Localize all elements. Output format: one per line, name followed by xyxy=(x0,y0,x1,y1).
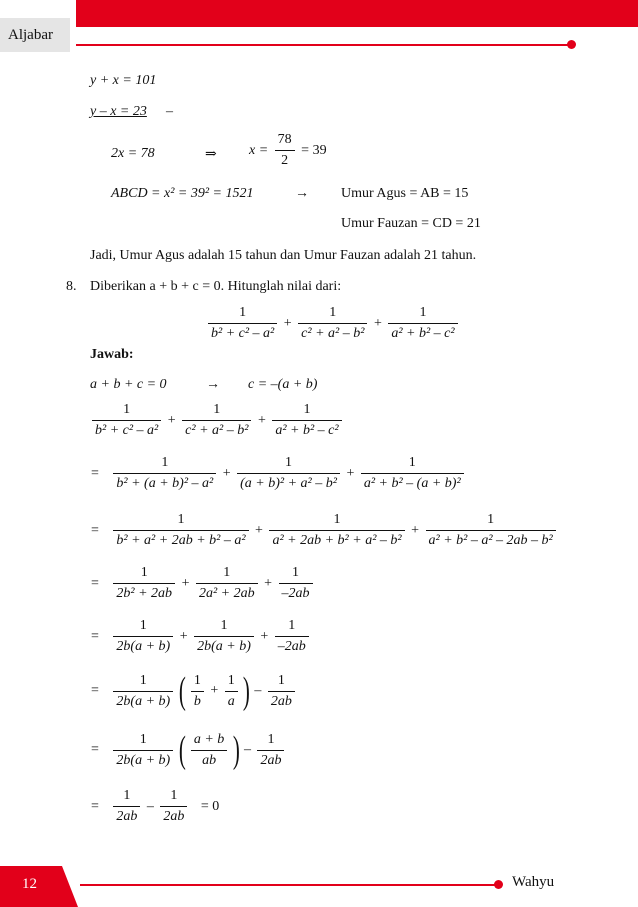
equals-sign: = xyxy=(91,798,99,814)
numerator: 1 xyxy=(239,305,247,320)
plus-sign: + xyxy=(257,412,266,428)
denominator: 2b(a + b) xyxy=(194,636,254,655)
step-6 xyxy=(90,672,297,710)
numerator: 1 xyxy=(139,731,147,747)
equals-sign: = xyxy=(91,575,99,591)
plus-sign: + xyxy=(179,628,188,644)
fraction xyxy=(182,402,251,439)
page-number-tab xyxy=(0,866,78,907)
fraction xyxy=(92,402,161,439)
denominator: 2ab xyxy=(160,806,187,825)
numerator: 1 xyxy=(220,618,228,633)
denominator: 2b(a + b) xyxy=(113,636,173,655)
fraction xyxy=(113,673,173,710)
minus-sign: – xyxy=(243,742,251,757)
fraction xyxy=(268,673,295,710)
numerator: 1 xyxy=(139,672,147,688)
given-equation: a + b + c = 0 xyxy=(90,377,167,392)
fraction xyxy=(196,565,258,602)
fraction xyxy=(275,618,309,655)
denominator: 2ab xyxy=(268,691,295,710)
fraction xyxy=(269,512,404,549)
header-rule-dot xyxy=(567,40,576,49)
difference-equation: y – x = 23 xyxy=(90,104,147,119)
implies-symbol: ⇒ xyxy=(205,147,217,162)
numerator: a + b xyxy=(193,731,225,747)
numerator: 1 xyxy=(408,455,416,470)
abcd-equation: ABCD = x² = 39² = 1521 xyxy=(111,186,254,201)
arrow-symbol: → xyxy=(206,377,220,392)
numerator: 1 xyxy=(213,402,221,417)
plus-sign: + xyxy=(222,465,231,481)
numerator: 1 xyxy=(277,672,285,688)
numerator: 1 xyxy=(292,565,300,580)
numerator: 1 xyxy=(419,305,427,320)
left-parenthesis: ( xyxy=(178,670,186,712)
fraction xyxy=(225,673,238,710)
plus-sign: + xyxy=(373,315,382,331)
denominator: a² + b² – a² – 2ab – b² xyxy=(426,530,556,549)
plus-sign: + xyxy=(167,412,176,428)
denominator: b xyxy=(191,691,204,710)
x-solution-fraction xyxy=(275,132,295,169)
left-parenthesis: ( xyxy=(178,729,186,771)
numerator: 1 xyxy=(288,618,296,633)
denominator: (a + b)² + a² – b² xyxy=(237,473,340,492)
conclusion-text: Jadi, Umur Agus adalah 15 tahun dan Umur Fauzan adalah 21 tahun. xyxy=(90,248,477,263)
denominator: c² + a² – b² xyxy=(298,323,367,342)
numerator: 1 xyxy=(139,618,147,633)
equals-sign: = xyxy=(91,628,99,644)
numerator: 1 xyxy=(285,455,293,470)
step-1 xyxy=(90,402,344,439)
fraction xyxy=(113,788,140,825)
plus-sign: + xyxy=(210,683,219,698)
problem-statement: Diberikan a + b + c = 0. Hitunglah nilai dari: xyxy=(90,279,342,294)
denominator: 2ab xyxy=(257,750,284,769)
header-bar xyxy=(76,0,638,27)
step-8 xyxy=(90,788,220,825)
agus-age: Umur Agus = AB = 15 xyxy=(341,186,469,201)
solution-heading: Jawab: xyxy=(90,347,134,362)
plus-sign: + xyxy=(411,522,419,538)
step-3 xyxy=(90,512,558,549)
equals-sign: = xyxy=(91,522,99,538)
step-4 xyxy=(90,565,315,602)
step-7 xyxy=(90,731,286,769)
fraction xyxy=(113,512,248,549)
denominator: –2ab xyxy=(279,583,313,602)
denominator: ab xyxy=(191,750,227,769)
denominator: b² + c² – a² xyxy=(208,323,277,342)
x-fraction-numerator: 78 xyxy=(277,132,292,147)
problem-expression xyxy=(206,305,460,342)
fraction xyxy=(191,673,204,710)
author-name: Wahyu xyxy=(512,874,555,890)
section-label: Aljabar xyxy=(0,18,70,52)
fraction xyxy=(194,618,254,655)
denominator: c² + a² – b² xyxy=(182,420,251,439)
x-solution-rhs: = 39 xyxy=(301,142,327,158)
numerator: 1 xyxy=(140,565,148,580)
denominator: 2b(a + b) xyxy=(113,691,173,710)
fraction xyxy=(191,732,227,769)
denominator: 2b² + 2ab xyxy=(113,583,175,602)
fraction xyxy=(113,618,173,655)
arrow-symbol: → xyxy=(295,186,309,201)
x-fraction-denominator: 2 xyxy=(275,150,295,169)
fraction xyxy=(361,455,464,492)
step-5 xyxy=(90,618,311,655)
fraction xyxy=(257,732,284,769)
fraction xyxy=(237,455,340,492)
denominator: b² + (a + b)² – a² xyxy=(113,473,216,492)
numerator: 1 xyxy=(177,512,185,527)
header-rule xyxy=(76,44,570,46)
x-solution xyxy=(248,132,328,169)
plus-sign: + xyxy=(264,575,273,591)
equals-sign: = xyxy=(91,465,99,481)
numerator: 1 xyxy=(333,512,341,527)
denominator: a xyxy=(225,691,238,710)
right-parenthesis: ) xyxy=(232,729,240,771)
numerator: 1 xyxy=(170,788,178,803)
denominator: a² + 2ab + b² + a² – b² xyxy=(269,530,404,549)
denominator: 2b(a + b) xyxy=(113,750,173,769)
fraction xyxy=(113,565,175,602)
denominator: 2a² + 2ab xyxy=(196,583,258,602)
plus-sign: + xyxy=(346,465,355,481)
x-solution-lhs: x = xyxy=(249,142,269,158)
fraction xyxy=(272,402,341,439)
minus-sign: – xyxy=(146,798,154,814)
plus-sign: + xyxy=(181,575,190,591)
equals-sign: = xyxy=(91,742,99,757)
subtraction-mark: – xyxy=(166,104,173,119)
numerator: 1 xyxy=(303,402,311,417)
denominator: b² + c² – a² xyxy=(92,420,161,439)
numerator: 1 xyxy=(123,788,131,803)
step-2 xyxy=(90,455,466,492)
equals-sign: = xyxy=(91,683,99,698)
denominator: a² + b² – c² xyxy=(388,323,457,342)
numerator: 1 xyxy=(193,672,201,688)
fraction xyxy=(298,305,367,342)
right-parenthesis: ) xyxy=(243,670,251,712)
problem-number: 8. xyxy=(66,279,77,294)
c-substitution: c = –(a + b) xyxy=(248,377,318,392)
fraction xyxy=(160,788,187,825)
denominator: 2ab xyxy=(113,806,140,825)
final-result: = 0 xyxy=(200,798,220,814)
double-x-equation: 2x = 78 xyxy=(111,146,155,161)
page-number: 12 xyxy=(22,876,37,892)
numerator: 1 xyxy=(223,565,231,580)
numerator: 1 xyxy=(123,402,131,417)
fraction xyxy=(426,512,556,549)
minus-sign: – xyxy=(254,683,262,698)
denominator: b² + a² + 2ab + b² – a² xyxy=(113,530,248,549)
denominator: a² + b² – (a + b)² xyxy=(361,473,464,492)
plus-sign: + xyxy=(255,522,263,538)
numerator: 1 xyxy=(329,305,337,320)
footer-rule-dot xyxy=(494,880,503,889)
numerator: 1 xyxy=(227,672,235,688)
numerator: 1 xyxy=(487,512,495,527)
fraction xyxy=(208,305,277,342)
denominator: a² + b² – c² xyxy=(272,420,341,439)
fraction xyxy=(388,305,457,342)
plus-sign: + xyxy=(260,628,269,644)
numerator: 1 xyxy=(267,731,275,747)
sum-equation: y + x = 101 xyxy=(90,73,157,88)
plus-sign: + xyxy=(283,315,292,331)
footer-rule xyxy=(80,884,496,886)
fraction xyxy=(113,455,216,492)
denominator: –2ab xyxy=(275,636,309,655)
fauzan-age: Umur Fauzan = CD = 21 xyxy=(341,216,481,231)
fraction xyxy=(279,565,313,602)
numerator: 1 xyxy=(161,455,169,470)
fraction xyxy=(113,732,173,769)
